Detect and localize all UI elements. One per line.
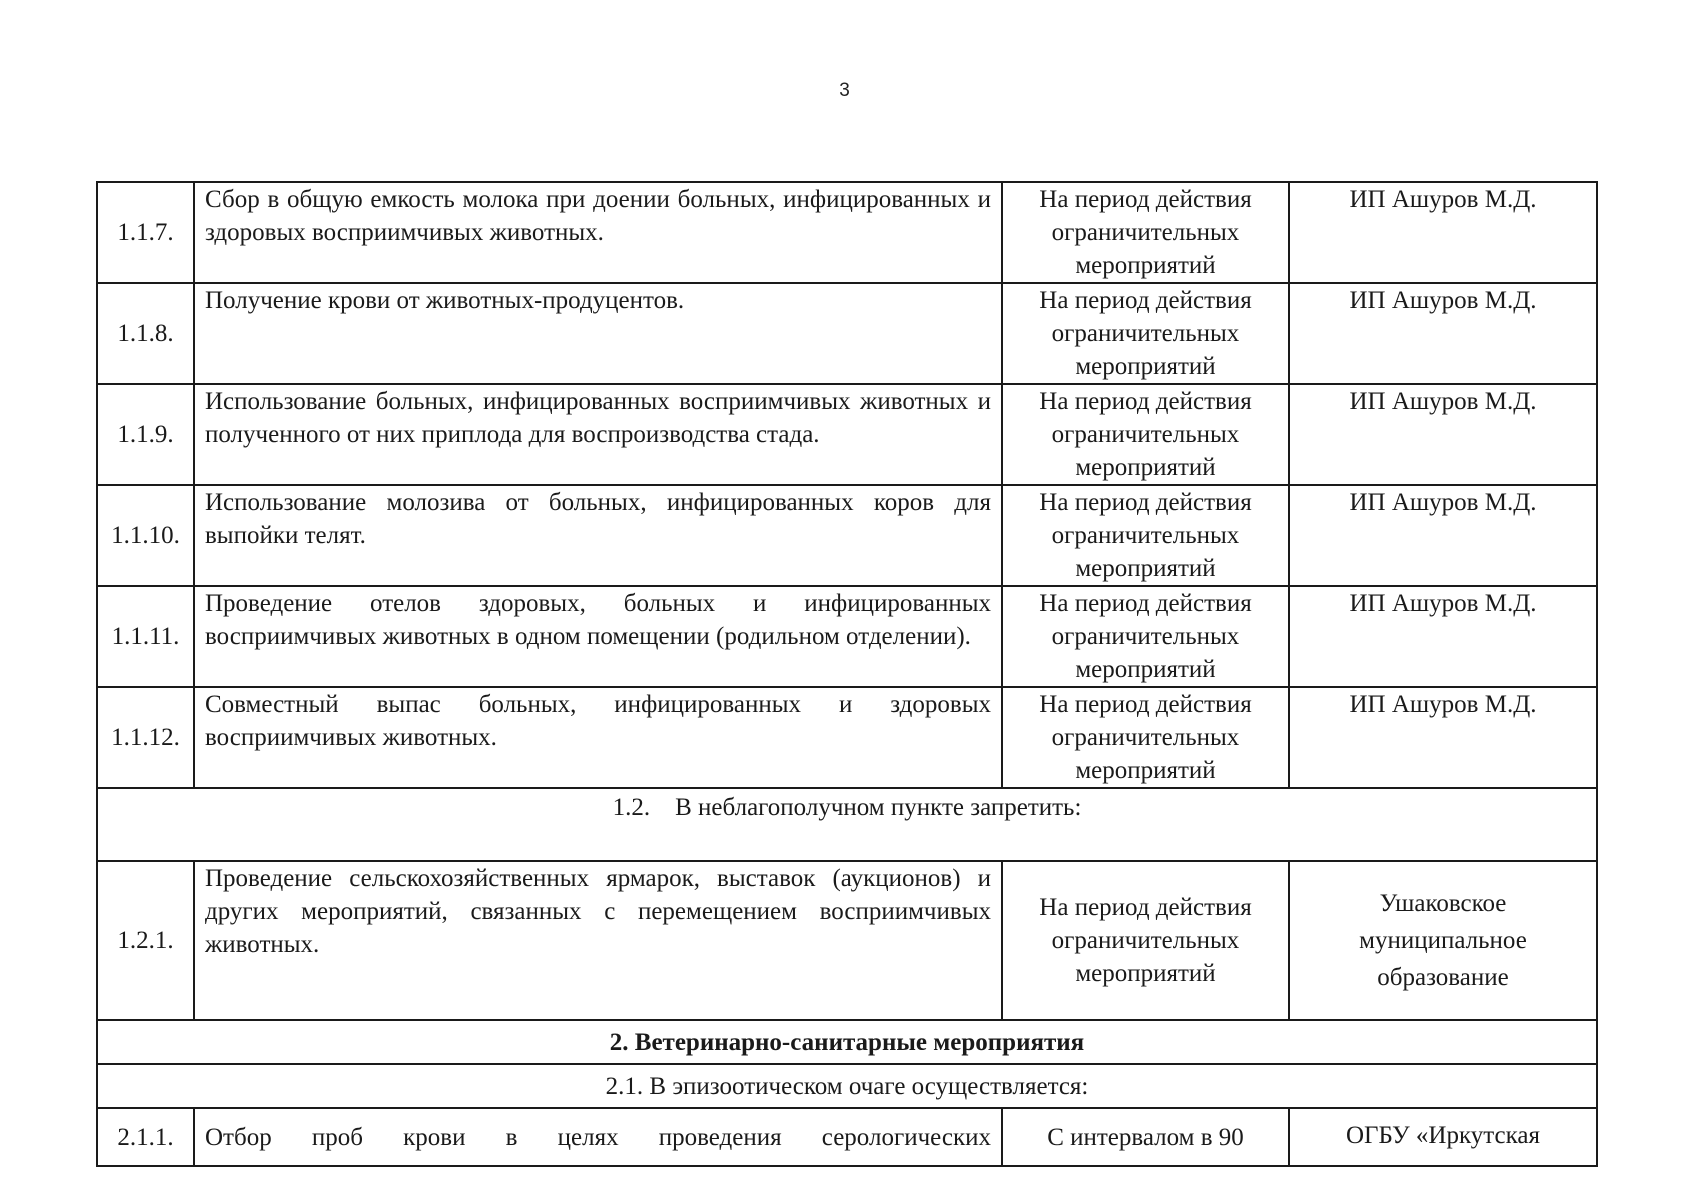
table-row — [97, 384, 1597, 485]
subsection-heading-2-1: 2.1. В эпизоотическом очаге осуществляется: — [97, 1064, 1597, 1108]
measure-description: Проведение сельскохозяйственных ярмарок, выставок (аукционов) и других мероприятий, связанных с перемещением восприимчивых животных. — [194, 861, 1002, 1020]
measures-table — [96, 181, 1598, 1167]
responsible-party: ИП Ашуров М.Д. — [1289, 384, 1597, 485]
responsible-party: ОГБУ «Иркутская — [1289, 1108, 1597, 1166]
measure-period: На период действия ограничительных мероприятий — [1002, 586, 1289, 687]
responsible-party: Ушаковское муниципальное образование — [1289, 861, 1597, 1020]
measure-description: Отбор проб крови в целях проведения серологических — [194, 1108, 1002, 1166]
measure-description: Совместный выпас больных, инфицированных и здоровых восприимчивых животных. — [194, 687, 1002, 788]
responsible-party: ИП Ашуров М.Д. — [1289, 182, 1597, 283]
row-number: 1.2.1. — [97, 861, 194, 1020]
section-row — [97, 1020, 1597, 1064]
measure-description: Сбор в общую емкость молока при доении больных, инфицированных и здоровых восприимчивых животных. — [194, 182, 1002, 283]
measure-description: Проведение отелов здоровых, больных и инфицированных восприимчивых животных в одном помещении (родильном отделении). — [194, 586, 1002, 687]
measure-period: На период действия ограничительных мероприятий — [1002, 283, 1289, 384]
row-number: 1.1.11. — [97, 586, 194, 687]
table-row — [97, 861, 1597, 1020]
row-number: 1.1.12. — [97, 687, 194, 788]
measure-period: На период действия ограничительных мероприятий — [1002, 384, 1289, 485]
measure-description: Использование молозива от больных, инфицированных коров для выпойки телят. — [194, 485, 1002, 586]
responsible-party: ИП Ашуров М.Д. — [1289, 687, 1597, 788]
measure-description: Использование больных, инфицированных восприимчивых животных и полученного от них приплода для воспроизводства стада. — [194, 384, 1002, 485]
table-row — [97, 586, 1597, 687]
measure-period: На период действия ограничительных мероприятий — [1002, 687, 1289, 788]
subsection-row — [97, 788, 1597, 861]
table-row — [97, 283, 1597, 384]
responsible-party: ИП Ашуров М.Д. — [1289, 485, 1597, 586]
row-number: 1.1.8. — [97, 283, 194, 384]
row-number: 1.1.7. — [97, 182, 194, 283]
row-number: 2.1.1. — [97, 1108, 194, 1166]
measure-period: На период действия ограничительных мероприятий — [1002, 485, 1289, 586]
row-number: 1.1.10. — [97, 485, 194, 586]
responsible-party: ИП Ашуров М.Д. — [1289, 283, 1597, 384]
row-number: 1.1.9. — [97, 384, 194, 485]
table-row — [97, 485, 1597, 586]
measure-period: На период действия ограничительных мероприятий — [1002, 182, 1289, 283]
table-row — [97, 182, 1597, 283]
page-number: 3 — [839, 80, 850, 101]
subsection-heading-1-2: 1.2. В неблагополучном пункте запретить: — [97, 788, 1597, 861]
table-row — [97, 687, 1597, 788]
measure-description: Получение крови от животных-продуцентов. — [194, 283, 1002, 384]
responsible-party: ИП Ашуров М.Д. — [1289, 586, 1597, 687]
subsection-row — [97, 1064, 1597, 1108]
measure-period: С интервалом в 90 — [1002, 1108, 1289, 1166]
table-row — [97, 1108, 1597, 1166]
section-heading-2: 2. Ветеринарно-санитарные мероприятия — [97, 1020, 1597, 1064]
measure-period: На период действия ограничительных мероприятий — [1002, 861, 1289, 1020]
